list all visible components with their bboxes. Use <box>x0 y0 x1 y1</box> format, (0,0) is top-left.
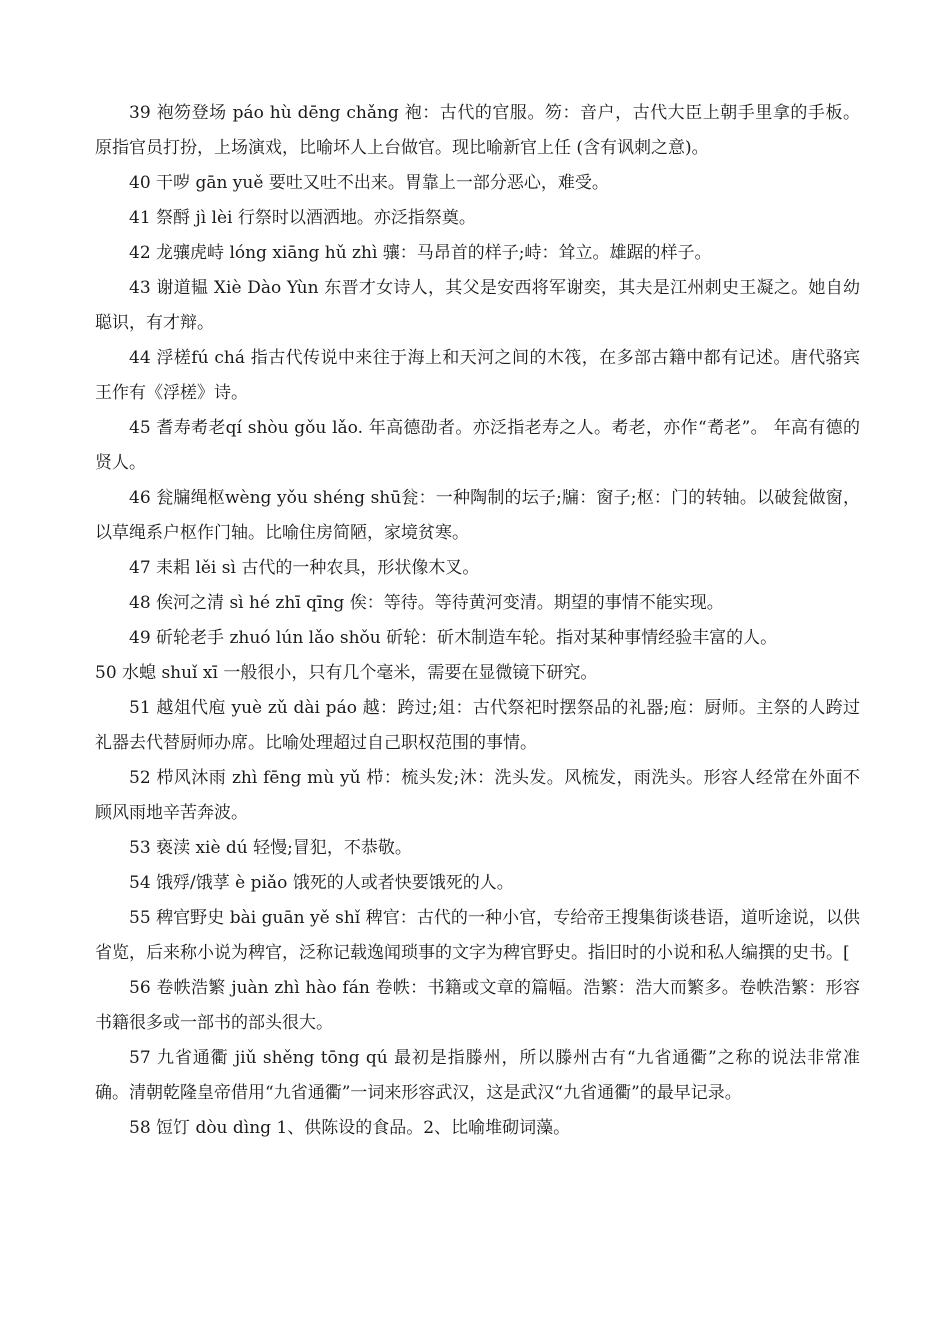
entry-55: 55 稗官野史 bài guān yě shǐ 稗官：古代的一种小官，专给帝王搜集街谈巷语，道听途说，以供省览，后来称小说为稗官，泛称记载逸闻琐事的文字为稗官野史。指旧时的小说和私人编撰的史书。[ <box>95 908 860 963</box>
entry-50: 50 水螅 shuǐ xī 一般很小，只有几个毫米，需要在显微镜下研究。 <box>95 663 598 683</box>
document-body <box>95 96 866 1146</box>
entry-52: 52 栉风沐雨 zhì fēng mù yǔ 栉：梳头发;沐：洗头发。风梳发，雨洗头。形容人经常在外面不顾风雨地辛苦奔波。 <box>95 768 860 823</box>
entry-44: 44 浮槎fú chá 指古代传说中来往于海上和天河之间的木筏，在多部古籍中都有记述。唐代骆宾王作有《浮槎》诗。 <box>95 348 860 403</box>
entry-54: 54 饿殍/饿莩 è piǎo 饿死的人或者快要饿死的人。 <box>129 873 514 893</box>
entry-56: 56 卷帙浩繁 juàn zhì hào fán 卷帙：书籍或文章的篇幅。浩繁：浩大而繁多。卷帙浩繁：形容书籍很多或一部书的部头很大。 <box>95 978 860 1033</box>
entry-49: 49 斫轮老手 zhuó lún lǎo shǒu 斫轮：斫木制造车轮。指对某种事情经验丰富的人。 <box>129 628 778 648</box>
entry-53: 53 亵渎 xiè dú 轻慢;冒犯，不恭敬。 <box>129 838 412 858</box>
entry-46: 46 瓮牖绳枢wèng yǒu shéng shū瓮：一种陶制的坛子;牖：窗子;枢：门的转轴。以破瓮做窗，以草绳系户枢作门轴。比喻住房简陋，家境贫寒。 <box>95 488 860 543</box>
entry-48: 48 俟河之清 sì hé zhī qīng 俟：等待。等待黄河变清。期望的事情不能实现。 <box>129 593 724 613</box>
entry-40: 40 干哕 gān yuě 要吐又吐不出来。胃靠上一部分恶心，难受。 <box>129 173 609 193</box>
entry-58: 58 饾饤 dòu dìng 1、供陈设的食品。2、比喻堆砌词藻。 <box>129 1118 571 1138</box>
entry-41: 41 祭酹 jì lèi 行祭时以酒洒地。亦泛指祭奠。 <box>129 208 476 228</box>
entry-47: 47 耒耜 lěi sì 古代的一种农具，形状像木叉。 <box>129 558 480 578</box>
entry-57: 57 九省通衢 jiǔ shěng tōng qú 最初是指滕州，所以滕州古有“九省通衢”之称的说法非常准确。清朝乾隆皇帝借用“九省通衢”一词来形容武汉，这是武汉“九省通衢”的最早记录。 <box>95 1048 860 1103</box>
entry-51: 51 越俎代庖 yuè zǔ dài páo 越：跨过;俎：古代祭祀时摆祭品的礼器;庖：厨师。主祭的人跨过礼器去代替厨师办席。比喻处理超过自己职权范围的事情。 <box>95 698 860 753</box>
entry-45: 45 耆寿耇老qí shòu gǒu lǎo. 年高德劭者。亦泛指老寿之人。耇老，亦作“耉老”。 年高有德的贤人。 <box>95 418 860 473</box>
entry-43: 43 谢道韫 Xiè Dào Yùn 东晋才女诗人，其父是安西将军谢奕，其夫是江州刺史王凝之。她自幼聪识，有才辩。 <box>95 278 860 333</box>
entry-39: 39 袍笏登场 páo hù dēng chǎng 袍：古代的官服。笏：音户，古代大臣上朝手里拿的手板。 原指官员打扮，上场演戏，比喻坏人上台做官。现比喻新官上任 (含有讽刺之意)。 <box>95 103 866 158</box>
entry-42: 42 龙骧虎峙 lóng xiāng hǔ zhì 骧：马昂首的样子;峙：耸立。雄踞的样子。 <box>129 243 712 263</box>
